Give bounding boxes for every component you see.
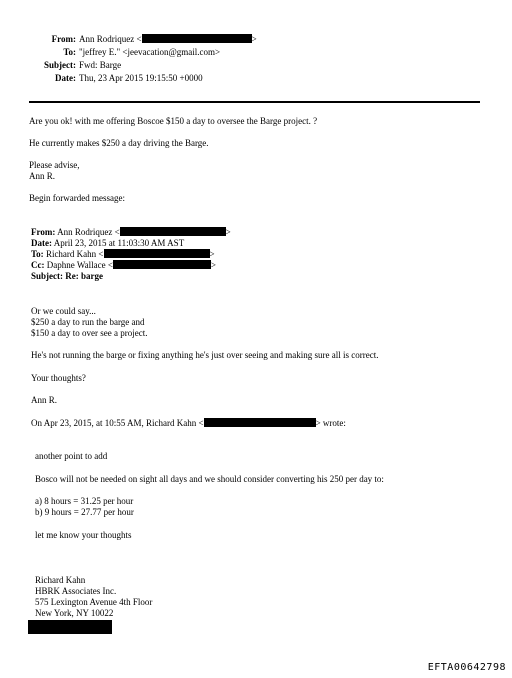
body-line: He currently makes $250 a day driving the Barge. — [29, 138, 209, 148]
reply-line: Ann R. — [31, 395, 58, 405]
header-divider — [29, 101, 480, 103]
redaction-bar — [120, 227, 226, 236]
header-subject-row — [0, 60, 121, 71]
quote-intro — [31, 418, 346, 429]
signature-name: Richard Kahn — [35, 575, 86, 585]
reply-line: $150 a day to over see a project. — [31, 328, 148, 338]
quoted-line: let me know your thoughts — [35, 530, 132, 540]
fwd-from-label: From: — [31, 227, 56, 237]
header-to-label: To: — [63, 47, 76, 57]
body-line: Please advise, — [29, 160, 80, 170]
redaction-bar — [142, 34, 252, 43]
reply-line: Or we could say... — [31, 306, 96, 316]
reply-line: He's not running the barge or fixing anything he's just over seeing and making sure all is correct. — [31, 350, 379, 360]
signature-company: HBRK Associates Inc. — [35, 586, 117, 596]
fwd-subject-label: Subject: — [31, 271, 63, 281]
header-to-row — [0, 47, 220, 58]
fwd-from-tail: > — [225, 227, 231, 237]
redaction-bar — [104, 249, 210, 258]
reply-line: Your thoughts? — [31, 373, 86, 383]
fwd-to-tail: > — [209, 249, 215, 259]
quote-intro-tail: > wrote: — [315, 418, 346, 428]
signature-address: New York, NY 10022 — [35, 608, 114, 618]
header-subject-value: Fwd: Barge — [79, 60, 122, 70]
reply-line: $250 a day to run the barge and — [31, 317, 145, 327]
fwd-cc-value: Daphne Wallace < — [46, 260, 113, 270]
quoted-line: Bosco will not be needed on sight all days and we should consider converting his 250 per day to: — [35, 474, 384, 484]
header-date-row — [0, 73, 203, 84]
quoted-line: a) 8 hours = 31.25 per hour — [35, 496, 134, 506]
header-from-tail: > — [251, 34, 257, 44]
fwd-date-label: Date: — [31, 238, 52, 248]
header-date-label: Date: — [55, 73, 76, 83]
fwd-from-value: Ann Rodriquez < — [57, 227, 120, 237]
header-date-value: Thu, 23 Apr 2015 19:15:50 +0000 — [79, 73, 203, 83]
header-subject-label: Subject: — [44, 60, 76, 70]
quoted-line: another point to add — [35, 451, 108, 461]
signature-address: 575 Lexington Avenue 4th Floor — [35, 597, 153, 607]
redaction-bar — [204, 418, 316, 427]
body-line: Are you ok! with me offering Boscoe $150 a day to oversee the Barge project. ? — [29, 116, 318, 126]
fwd-subject-row — [31, 271, 103, 282]
redaction-bar — [28, 620, 112, 634]
redaction-bar — [113, 260, 211, 269]
body-line: Begin forwarded message: — [29, 193, 125, 203]
fwd-to-value: Richard Kahn < — [45, 249, 104, 259]
header-from-value: Ann Rodriquez < — [79, 34, 142, 44]
fwd-to-label: To: — [31, 249, 44, 259]
header-from-label: From: — [51, 34, 76, 44]
header-to-value: "jeffrey E." <jeevacation@gmail.com> — [79, 47, 221, 57]
fwd-cc-row — [31, 260, 216, 271]
fwd-from-row — [31, 227, 231, 238]
quote-intro-text: On Apr 23, 2015, at 10:55 AM, Richard Kahn < — [31, 418, 204, 428]
fwd-cc-label: Cc: — [31, 260, 45, 270]
document-id: EFTA00642798 — [427, 662, 506, 673]
body-line: Ann R. — [29, 171, 56, 181]
fwd-date-row — [31, 238, 184, 249]
header-from-row — [0, 34, 257, 45]
fwd-to-row — [31, 249, 215, 260]
fwd-date-value: April 23, 2015 at 11:03:30 AM AST — [53, 238, 185, 248]
fwd-cc-tail: > — [210, 260, 216, 270]
fwd-subject-value: Re: barge — [65, 271, 103, 281]
quoted-line: b) 9 hours = 27.77 per hour — [35, 507, 134, 517]
